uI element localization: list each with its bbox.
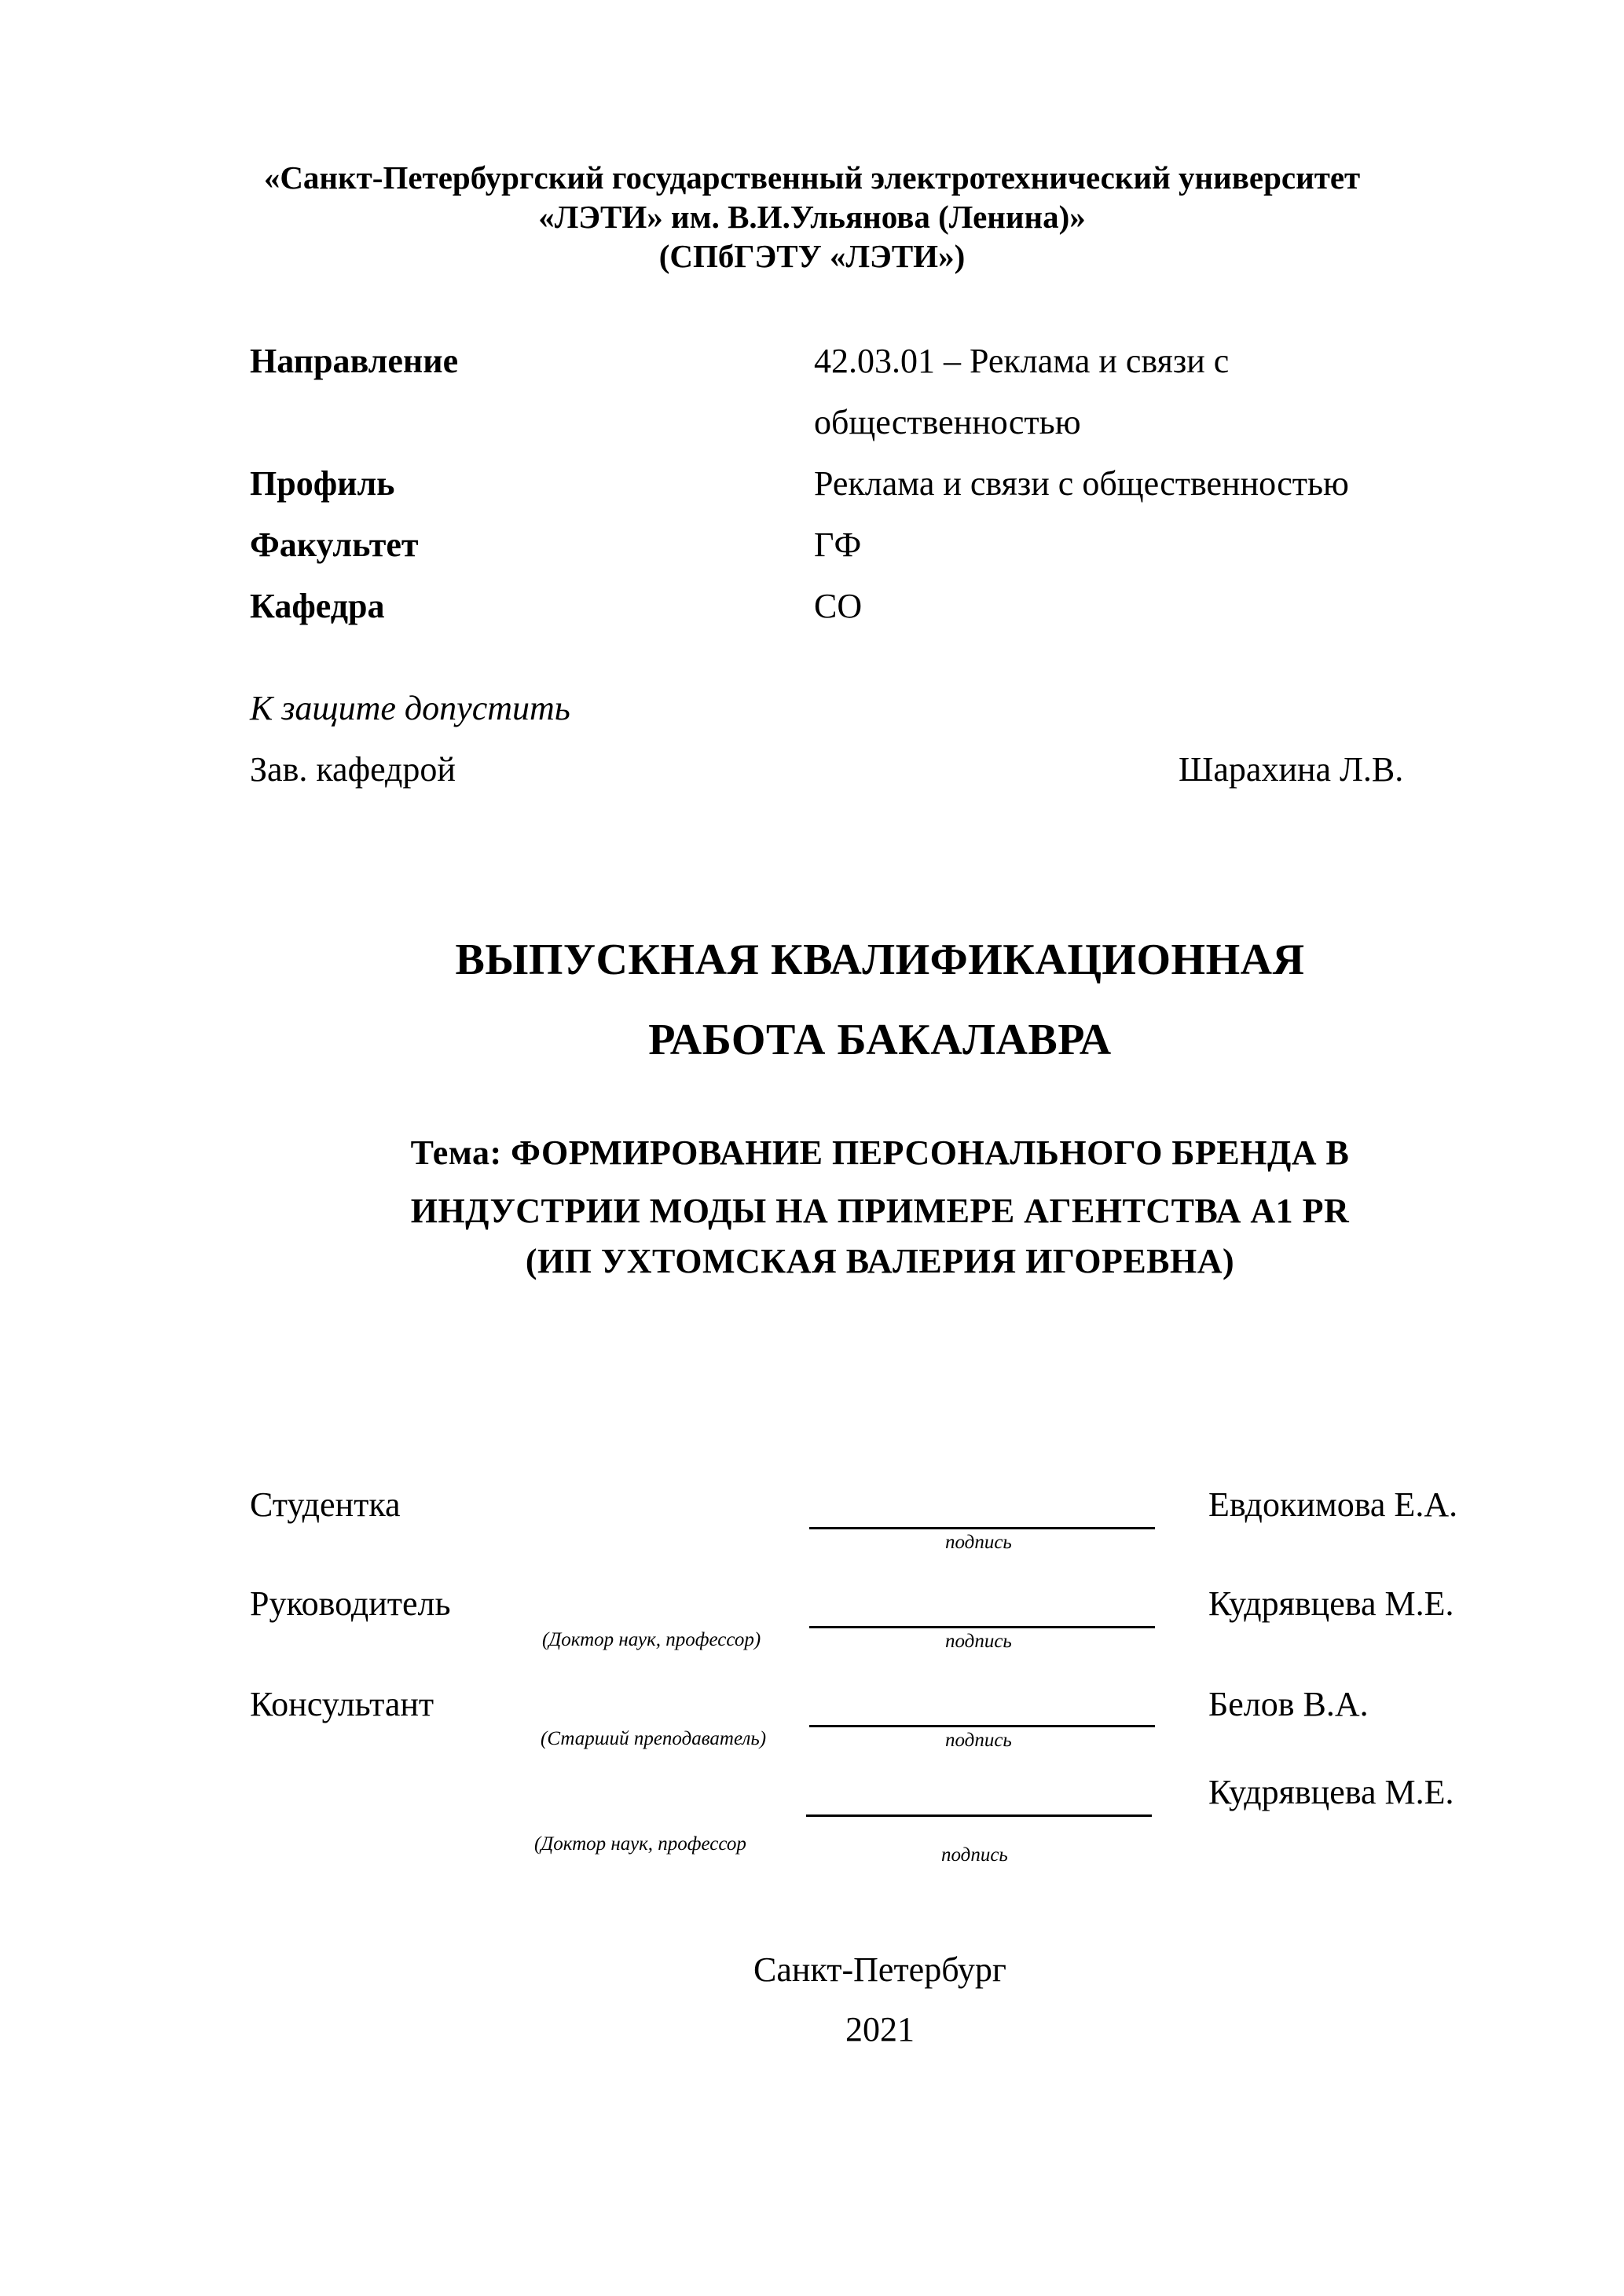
signature-line [809, 1527, 1155, 1529]
direction-label: Направление [250, 342, 459, 380]
signature-name: Кудрявцева М.Е. [1208, 1584, 1454, 1623]
profile-label: Профиль [250, 464, 395, 503]
signature-name: Кудрявцева М.Е. [1208, 1773, 1454, 1811]
university-line-2: «ЛЭТИ» им. В.И.Ульянова (Ленина)» [538, 199, 1086, 235]
signature-role: Студентка [250, 1485, 401, 1524]
signature-role: Консультант [250, 1685, 434, 1723]
department-value: СО [814, 587, 863, 625]
signature-degree: (Доктор наук, профессор) [542, 1629, 761, 1650]
profile-value: Реклама и связи с общественностью [814, 464, 1349, 503]
work-title-line-1: ВЫПУСКНАЯ КВАЛИФИКАЦИОННАЯ [455, 936, 1305, 984]
signature-hint: подпись [945, 1631, 1012, 1652]
head-of-department-name: Шарахина Л.В. [1179, 750, 1404, 789]
head-of-department-label: Зав. кафедрой [250, 750, 456, 789]
signature-degree: (Старший преподаватель) [541, 1728, 767, 1749]
faculty-value: ГФ [814, 525, 862, 564]
signature-hint: подпись [945, 1532, 1012, 1553]
signature-name: Белов В.А. [1208, 1685, 1369, 1723]
theme-line-3: (ИП УХТОМСКАЯ ВАЛЕРИЯ ИГОРЕВНА) [525, 1242, 1235, 1280]
admit-to-defense: К защите допустить [250, 689, 570, 727]
signature-role: Руководитель [250, 1584, 451, 1623]
signature-degree: (Доктор наук, профессор [534, 1833, 746, 1855]
signature-name: Евдокимова Е.А. [1208, 1485, 1458, 1524]
university-line-3: (СПбГЭТУ «ЛЭТИ») [658, 238, 966, 274]
theme-line-2: ИНДУСТРИИ МОДЫ НА ПРИМЕРЕ АГЕНТСТВА A1 PR [410, 1192, 1350, 1230]
faculty-label: Факультет [250, 525, 419, 564]
signature-line [809, 1725, 1155, 1727]
year: 2021 [845, 2010, 915, 2049]
theme-line-1: Тема: ФОРМИРОВАНИЕ ПЕРСОНАЛЬНОГО БРЕНДА В [410, 1133, 1350, 1172]
university-line-1: «Санкт-Петербургский государственный электротехнический университет [263, 159, 1361, 196]
signature-hint: подпись [945, 1730, 1012, 1751]
department-label: Кафедра [250, 587, 385, 625]
signature-line [809, 1626, 1155, 1628]
direction-value-2: общественностью [814, 403, 1081, 441]
signature-line [806, 1814, 1152, 1817]
work-title-line-2: РАБОТА БАКАЛАВРА [648, 1016, 1112, 1064]
city: Санкт-Петербург [753, 1950, 1006, 1989]
signature-hint: подпись [941, 1844, 1008, 1866]
direction-value-1: 42.03.01 – Реклама и связи с [814, 342, 1230, 380]
